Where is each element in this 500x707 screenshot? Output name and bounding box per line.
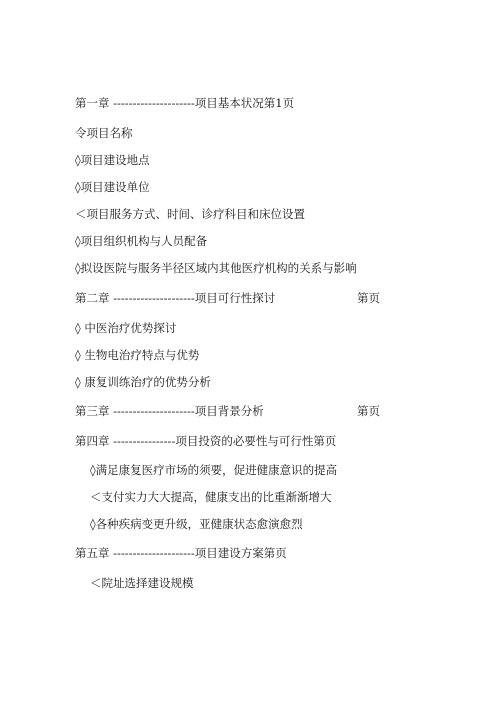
toc-item: 令项目名称 <box>75 126 133 140</box>
chapter-3-heading: 第三章 ---------------------项目背景分析 <box>75 404 264 418</box>
toc-item: ＜院址选择建设规模 <box>90 576 194 590</box>
chapter-1-heading: 第一章 ---------------------项目基本状况第1页 <box>75 96 295 110</box>
chapter-4-heading: 第四章 ----------------项目投资的必要性与可行性第页 <box>75 434 337 448</box>
toc-item: ◊各种疾病变更升级，亚健康状态愈演愈烈 <box>90 517 303 531</box>
toc-item: ◊ 康复训练治疗的优势分析 <box>75 375 211 389</box>
toc-item: ◊ 中医治疗优势探讨 <box>75 321 177 335</box>
toc-item: ◊ 生物电治疗特点与优势 <box>75 348 200 362</box>
toc-item: ◊项目建设单位 <box>75 180 150 194</box>
chapter-2-heading: 第二章 ---------------------项目可行性探讨 <box>75 291 276 305</box>
toc-item: ＜项目服务方式、时间、诊疗科目和床位设置 <box>75 207 305 221</box>
chapter-3-page: 第页 <box>357 404 380 418</box>
toc-item: ◊满足康复医疗市场的须要，促进健康意识的提高 <box>90 463 338 477</box>
chapter-2-page: 第页 <box>357 291 380 305</box>
toc-item: ◊拟设医院与服务半径区域内其他医疗机构的关系与影响 <box>75 261 357 275</box>
toc-item: ◊项目组织机构与人员配备 <box>75 234 208 248</box>
toc-item: ＜支付实力大大提高，健康支出的比重渐渐增大 <box>90 490 332 504</box>
toc-item: ◊项目建设地点 <box>75 153 150 167</box>
chapter-5-heading: 第五章 ---------------------项目建设方案第页 <box>75 546 287 560</box>
